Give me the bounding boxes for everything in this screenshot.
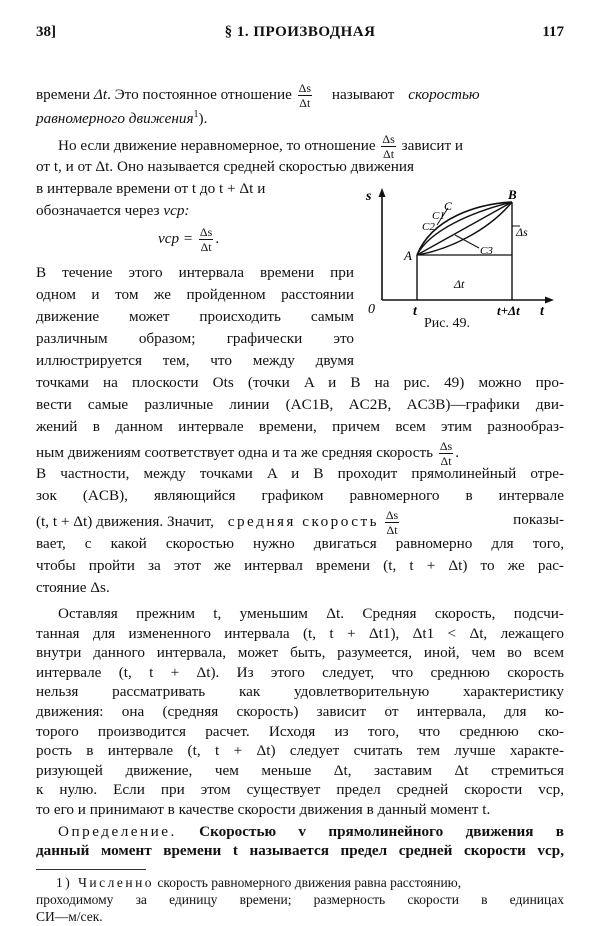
para4-line10: к нулю. Если при этом существует предел средней скорости vср, [36, 781, 564, 799]
para4-line8: рость в интервале (t, t + Δt) следует считать тем лучше характе- [36, 742, 564, 760]
para1-line2: равномерного движения$^1$). [36, 109, 208, 128]
para2-line3: в интервале времени от t до t + Δt и [36, 180, 266, 197]
footnote-line1: 1) Численно скорость равномерного движения равна расстоянию, [56, 874, 462, 890]
para3-line5: иллюстрируется тем, что между двумя [36, 352, 354, 369]
para2-line2: от t, и от Δt. Оно называется средней скоростью движения [36, 158, 414, 175]
para3-line2: одном и том же пройденном расстоянии [36, 286, 354, 303]
label-t-dt: t+Δt [497, 303, 520, 318]
para3-line7: вести самые различные линии (AC1B, AC2B, AC3B)—графики дви- [36, 396, 564, 413]
definition-line1: Определение. Скоростью v прямолинейного движения в [58, 822, 564, 840]
footnote-line3: СИ—м/сек. [36, 908, 103, 924]
running-header [36, 24, 564, 52]
label-C3: C3 [480, 245, 493, 257]
figure-caption: Рис. 49. [424, 316, 470, 331]
label-ds: Δs [516, 225, 528, 239]
fraction: $\frac{\Delta s}{\Delta t}$ [298, 81, 312, 110]
para3-line3: движение может происходить самым [36, 308, 354, 325]
para2-line4: обозначается через vср: [36, 202, 190, 219]
para3-line4: различным образом; графически это [36, 330, 354, 347]
para4-line9: ризующей движение, чем меньше Δt, заставим Δt стремиться [36, 761, 564, 779]
para3-line6: точками на плоскости Ots (точки A и B на рис. 49) можно про- [36, 374, 564, 391]
footnote-line2: проходимому за единицу времени; размерность скорости в единицах [36, 891, 564, 907]
para4-line7: торого производится расчет. Исходя из того, что среднюю ско- [36, 722, 564, 740]
label-C1: C1 [432, 210, 445, 222]
figure-49 [362, 188, 564, 363]
footnote-rule [36, 869, 146, 870]
para3-line13: вает, с какой скоростью нужно двигаться равномерно для того, [36, 535, 564, 552]
para2-line1: Но если движение неравномерное, то отношение $\frac{\Delta s}{\Delta t}$ зависит и [58, 132, 464, 161]
label-C2: C2 [422, 221, 435, 233]
para3-line15: стояние Δs. [36, 579, 110, 596]
label-dt: Δt [454, 277, 465, 291]
para3-line9: ным движениям соответствует одна и та же средняя скорость $\frac{\Delta s}{\Delta t}$ . [36, 439, 460, 468]
formula-vavg: vср = $\frac{\Delta s}{\Delta t}$ . [158, 225, 220, 254]
para4-line11: то его и принимают в качестве скорости движения в данный момент t. [36, 801, 491, 818]
para4-line6: движения: она (средняя скорость) зависит от интервала, для ко- [36, 703, 564, 720]
definition-line2: данный момент времени t называется предел средней скорости vср, [36, 842, 564, 860]
para4-line4: интервале (t, t + Δt). Из этого следует, что среднюю скорость [36, 663, 564, 681]
para3-line1: В течение этого интервала времени при [36, 264, 354, 281]
label-s: s [366, 189, 372, 204]
para3-line10: В частности, между точками A и B проходит прямолинейный отре- [36, 465, 564, 482]
para4-line5: нельзя рассматривать как удовлетворительную характеристику [36, 683, 564, 701]
para4-line1: Оставляя прежним t, уменьшим Δt. Средняя скорость, подсчи- [58, 605, 564, 622]
section-title: § 1. ПРОИЗВОДНАЯ [224, 24, 376, 40]
label-origin: 0 [368, 302, 375, 317]
label-t: t [413, 304, 417, 319]
label-t-axis: t [540, 304, 544, 319]
t-axis-arrow [545, 297, 554, 304]
para3-line8: жений в данном интервале времени, причем всем этим разнообраз- [36, 418, 564, 435]
para4-line3: внутри данного интервала, может быть, разумеется, иной, чем во всем [36, 644, 564, 662]
para4-line2: танная для измененного интервала (t, t + Δt1), Δt1 < Δt, лежащего [36, 624, 564, 642]
para3-line14: чтобы пройти за этот же интервал времени (t, t + Δt) то же рас- [36, 557, 564, 574]
label-A: A [404, 248, 412, 263]
para3-line11: зок (ACB), являющийся графиком равномерного в интервале [36, 487, 564, 504]
label-C: C [444, 199, 453, 213]
para1-line1: времени Δt. Это постоянное отношение $\frac{\Delta s}{\Delta t}$ называют скоростью [36, 81, 480, 110]
page-number-right: 117 [542, 24, 564, 40]
para3-line12: (t, t + Δt) движения. Значит, средняя скорость $\frac{\Delta s}{\Delta t}$ показы- [36, 508, 564, 537]
page-number-left: 38] [36, 24, 56, 40]
s-axis-arrow [379, 188, 386, 197]
label-B: B [508, 188, 517, 202]
